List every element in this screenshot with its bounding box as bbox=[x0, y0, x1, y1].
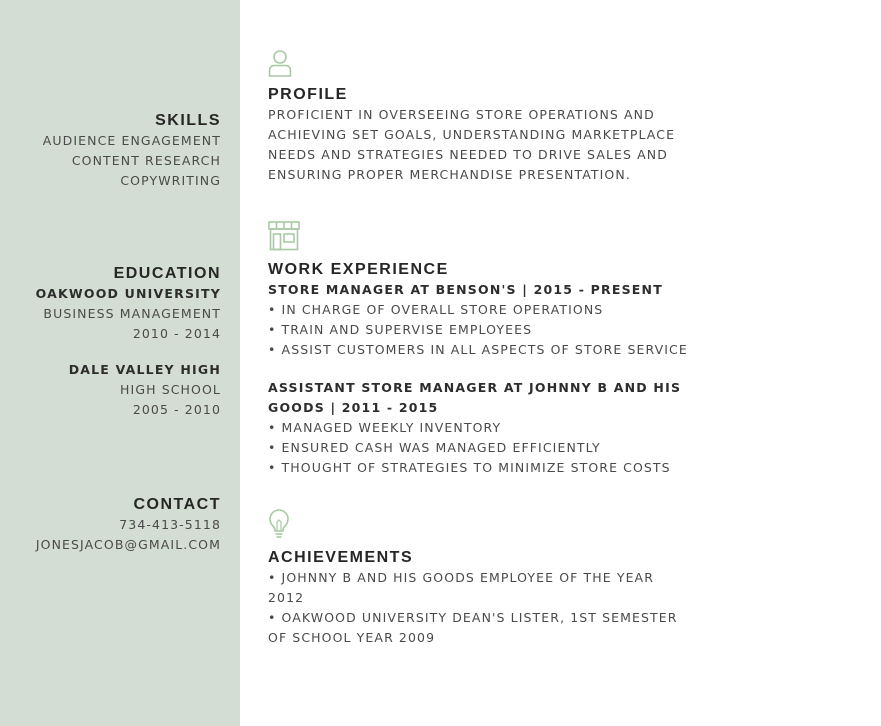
profile-line: NEEDS AND STRATEGIES NEEDED TO DRIVE SALES AND bbox=[268, 147, 668, 162]
job-bullet: • ASSIST CUSTOMERS IN ALL ASPECTS OF STORE SERVICE bbox=[268, 342, 688, 357]
skills-section bbox=[43, 111, 221, 191]
contact-phone: 734-413-5118 bbox=[119, 517, 221, 532]
achievements-section bbox=[268, 548, 688, 648]
work-experience-section bbox=[268, 260, 688, 478]
profile-line: ACHIEVING SET GOALS, UNDERSTANDING MARKETPLACE bbox=[268, 127, 676, 142]
education-heading: EDUCATION bbox=[113, 265, 221, 282]
achievement-line: 2012 bbox=[268, 590, 305, 605]
job-bullet: • TRAIN AND SUPERVISE EMPLOYEES bbox=[268, 322, 533, 337]
contact-section bbox=[36, 495, 221, 555]
job-title: ASSISTANT STORE MANAGER AT JOHNNY B AND HIS bbox=[268, 380, 682, 395]
skill-item: AUDIENCE ENGAGEMENT bbox=[42, 133, 221, 148]
profile-line: ENSURING PROPER MERCHANDISE PRESENTATION. bbox=[268, 167, 631, 182]
profile-line: PROFICIENT IN OVERSEEING STORE OPERATIONS AND bbox=[268, 107, 655, 122]
school-years: 2010 - 2014 bbox=[132, 326, 221, 341]
storefront-icon bbox=[268, 221, 300, 255]
school-name: OAKWOOD UNIVERSITY bbox=[35, 286, 221, 301]
contact-email: JONESJACOB@GMAIL.COM bbox=[35, 537, 221, 552]
lightbulb-icon bbox=[268, 508, 290, 544]
achievements-heading: ACHIEVEMENTS bbox=[268, 549, 414, 566]
job-bullet: • IN CHARGE OF OVERALL STORE OPERATIONS bbox=[268, 302, 604, 317]
job-bullet: • MANAGED WEEKLY INVENTORY bbox=[268, 420, 502, 435]
school-program: BUSINESS MANAGEMENT bbox=[43, 306, 221, 321]
job-bullet: • THOUGHT OF STRATEGIES TO MINIMIZE STORE COSTS bbox=[268, 460, 671, 475]
achievement-line: OF SCHOOL YEAR 2009 bbox=[268, 630, 436, 645]
work-heading: WORK EXPERIENCE bbox=[268, 261, 449, 278]
profile-heading: PROFILE bbox=[268, 86, 348, 103]
school-years: 2005 - 2010 bbox=[132, 402, 221, 417]
skills-heading: SKILLS bbox=[155, 112, 221, 129]
person-icon bbox=[268, 48, 292, 82]
contact-heading: CONTACT bbox=[133, 496, 221, 513]
education-section bbox=[36, 264, 221, 420]
school-name: DALE VALLEY HIGH bbox=[68, 362, 221, 377]
achievement-line: • OAKWOOD UNIVERSITY DEAN'S LISTER, 1ST SEMESTER bbox=[268, 610, 678, 625]
job-bullet: • ENSURED CASH WAS MANAGED EFFICIENTLY bbox=[268, 440, 601, 455]
profile-section bbox=[268, 85, 688, 185]
skill-item: COPYWRITING bbox=[120, 173, 221, 188]
sidebar bbox=[0, 0, 240, 726]
job-title: STORE MANAGER AT BENSON'S | 2015 - PRESENT bbox=[268, 282, 663, 297]
skill-item: CONTENT RESEARCH bbox=[71, 153, 221, 168]
achievement-line: • JOHNNY B AND HIS GOODS EMPLOYEE OF THE YEAR bbox=[268, 570, 654, 585]
school-program: HIGH SCHOOL bbox=[120, 382, 221, 397]
job-title: GOODS | 2011 - 2015 bbox=[268, 400, 439, 415]
